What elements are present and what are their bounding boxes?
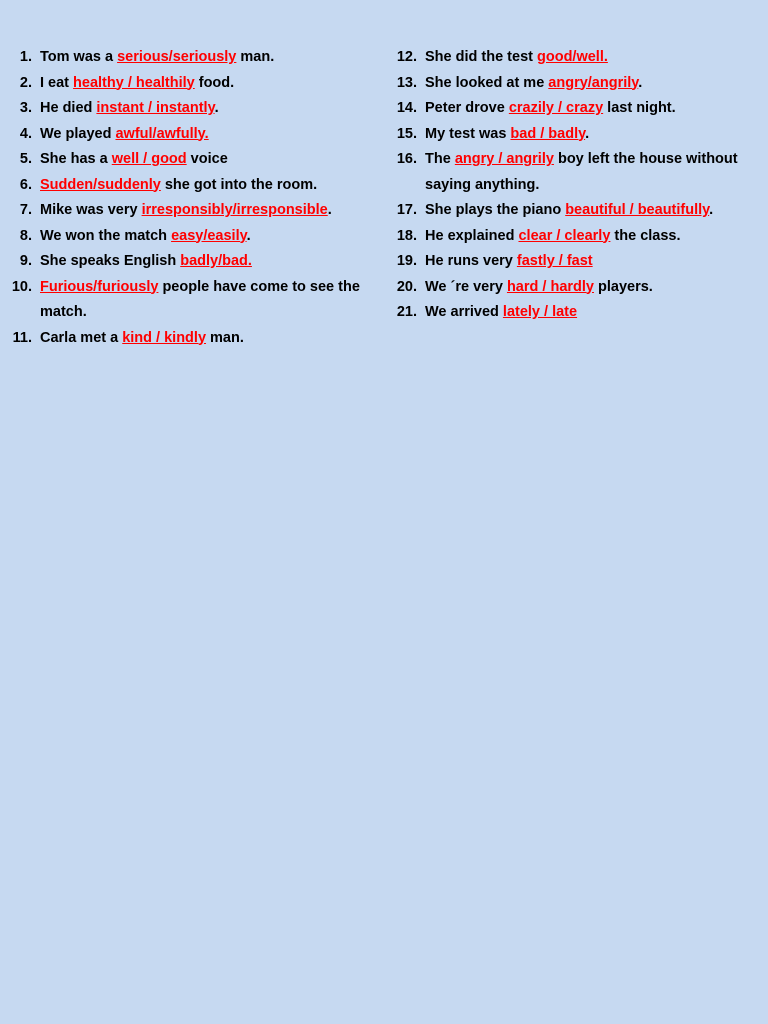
item-text — [417, 122, 768, 148]
list-item — [395, 45, 768, 71]
sentence-start: Carla met a — [40, 329, 123, 346]
answer-choice: serious/seriously — [117, 49, 237, 65]
exercise-list-left — [8, 45, 380, 351]
answer-choice: Sudden/suddenly — [40, 176, 161, 193]
sentence-start: She has a — [40, 151, 112, 167]
list-item — [8, 71, 380, 97]
answer-choice: well / good — [111, 151, 187, 167]
item-number: 12. — [396, 49, 417, 65]
answer-choice: good/well. — [537, 49, 608, 65]
list-item — [395, 147, 768, 198]
list-item — [395, 275, 768, 301]
item-number: 17. — [396, 202, 417, 218]
sentence-start: I eat — [40, 74, 74, 91]
answer-choice: angry / angrily — [454, 151, 554, 167]
sentence-start: He died — [40, 100, 97, 116]
answer-choice: crazily / crazy — [508, 100, 604, 116]
sentence-end: voice — [186, 151, 228, 167]
item-text — [417, 249, 768, 275]
list-item — [8, 45, 380, 71]
item-text — [32, 249, 380, 275]
sentence-start: She plays the piano — [425, 202, 566, 218]
sentence-end: . — [638, 74, 643, 91]
answer-choice: bad / badly — [510, 125, 586, 142]
item-text — [417, 300, 768, 326]
answer-choice: easy/easily — [171, 227, 247, 244]
list-item — [8, 96, 380, 122]
answer-choice: angry/angrily — [548, 74, 639, 91]
list-item — [8, 224, 380, 250]
item-number: 16. — [396, 151, 417, 167]
list-item — [8, 147, 380, 173]
item-number: 4. — [19, 125, 32, 142]
item-text — [417, 224, 768, 250]
sentence-end: . — [709, 202, 714, 218]
sentence-end: people have come to see the match. — [40, 278, 360, 320]
list-item — [8, 326, 380, 352]
answer-choice: irresponsibly/irresponsible — [141, 202, 328, 218]
sentence-end: food. — [194, 74, 235, 91]
item-number: 6. — [19, 176, 32, 193]
sentence-end: man. — [236, 49, 275, 65]
sentence-start: My test was — [425, 125, 511, 142]
sentence-end: she got into the room. — [160, 176, 318, 193]
item-text — [32, 147, 380, 173]
sentence-start: She looked at me — [425, 74, 549, 91]
item-text — [32, 122, 380, 148]
answer-choice: fastly / fast — [516, 253, 593, 269]
item-number: 5. — [19, 151, 32, 167]
item-number: 1. — [19, 49, 32, 65]
item-text — [32, 198, 380, 224]
item-text — [417, 96, 768, 122]
answer-choice: awful/awfully. — [115, 125, 209, 142]
sentence-end: the class. — [610, 227, 681, 244]
list-item — [395, 71, 768, 97]
answer-choice: hard / hardly — [506, 278, 594, 295]
item-text — [32, 224, 380, 250]
item-number: 14. — [396, 100, 417, 116]
item-number: 7. — [19, 202, 32, 218]
answer-choice: healthy / healthily — [73, 74, 195, 91]
list-item — [8, 122, 380, 148]
list-item — [8, 249, 380, 275]
list-item — [8, 275, 380, 326]
sentence-start: We arrived — [425, 304, 503, 320]
list-item — [395, 224, 768, 250]
item-number: 19. — [396, 253, 417, 269]
item-number: 3. — [19, 100, 32, 116]
sentence-start: We ´re very — [425, 278, 507, 295]
sentence-end: players. — [593, 278, 653, 295]
sentence-start: The — [425, 151, 455, 167]
answer-choice: clear / clearly — [518, 227, 611, 244]
list-item — [395, 96, 768, 122]
item-number: 9. — [19, 253, 32, 269]
answer-choice: lately / late — [502, 304, 578, 320]
sentence-start: He runs very — [425, 253, 517, 269]
item-text — [32, 96, 380, 122]
sentence-start: Tom was a — [40, 49, 118, 65]
item-text — [417, 147, 768, 198]
sentence-end: last night. — [603, 100, 676, 116]
item-number: 18. — [396, 227, 417, 244]
answer-choice: kind / kindly — [122, 329, 207, 346]
item-number: 15. — [396, 125, 417, 142]
exercise-list-right — [395, 45, 768, 326]
item-text — [417, 275, 768, 301]
sentence-start: He explained — [425, 227, 519, 244]
item-text — [417, 45, 768, 71]
list-item — [395, 198, 768, 224]
list-item — [395, 122, 768, 148]
list-item — [8, 173, 380, 199]
sentence-end: . — [246, 227, 251, 244]
item-number: 10. — [11, 278, 32, 295]
item-text — [32, 275, 380, 326]
item-text — [417, 71, 768, 97]
list-item — [395, 300, 768, 326]
item-text — [32, 173, 380, 199]
item-text — [417, 198, 768, 224]
sentence-start: We won the match — [40, 227, 172, 244]
sentence-end: . — [585, 125, 590, 142]
list-item — [395, 249, 768, 275]
item-text — [32, 326, 380, 352]
item-number: 8. — [19, 227, 32, 244]
sentence-end: man. — [206, 329, 244, 346]
list-item — [8, 198, 380, 224]
item-number: 13. — [396, 74, 417, 91]
sentence-start: We played — [40, 125, 116, 142]
answer-choice: instant / instantly — [96, 100, 215, 116]
answer-choice: badly/bad. — [180, 253, 252, 269]
item-number: 21. — [396, 304, 417, 320]
item-text — [32, 71, 380, 97]
sentence-start: Mike was very — [40, 202, 142, 218]
item-text — [32, 45, 380, 71]
sentence-start: Peter drove — [425, 100, 509, 116]
answer-choice: Furious/furiously — [40, 278, 159, 295]
sentence-end: . — [214, 100, 219, 116]
item-number: 11. — [12, 329, 32, 346]
sentence-start: She speaks English — [40, 253, 181, 269]
item-number: 20. — [396, 278, 417, 295]
item-number: 2. — [19, 74, 32, 91]
sentence-end: . — [327, 202, 332, 218]
sentence-start: She did the test — [425, 49, 537, 65]
answer-choice: beautiful / beautifully — [565, 202, 710, 218]
sentence-end: boy left the house without saying anything. — [425, 151, 738, 193]
